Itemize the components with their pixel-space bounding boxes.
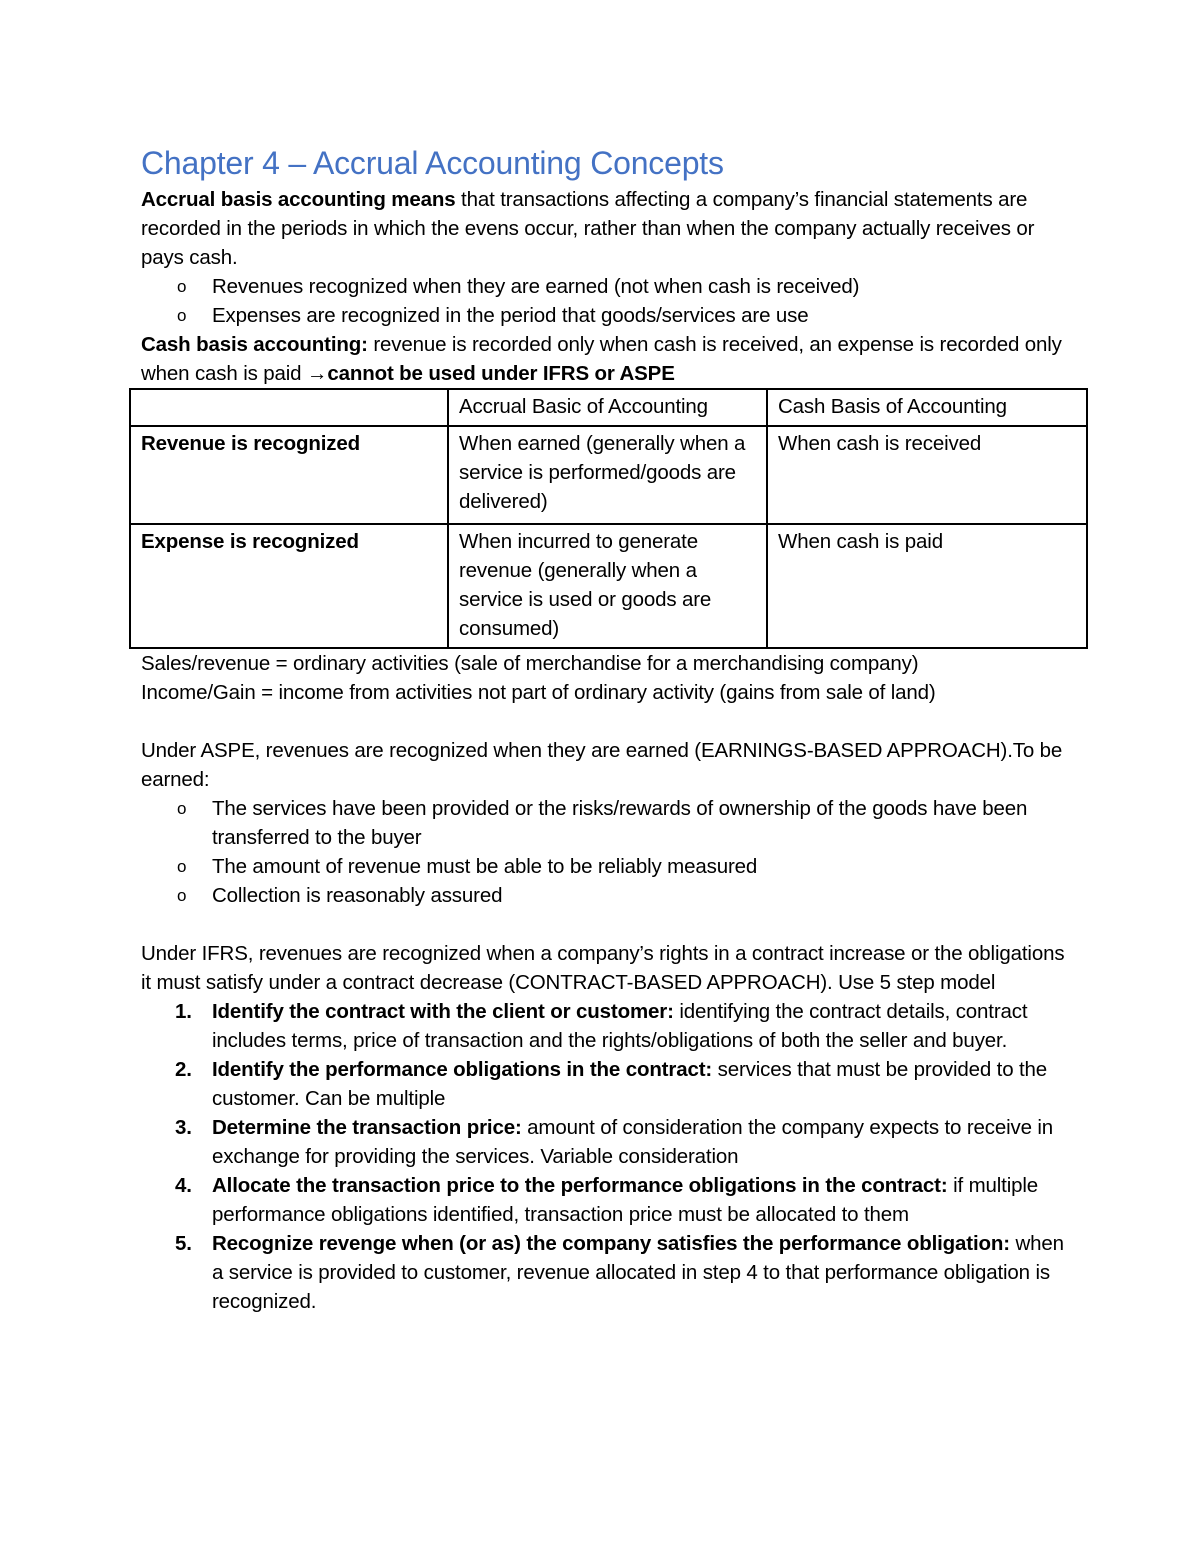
table-cell: When cash is paid bbox=[767, 524, 1087, 648]
step-number: 4. bbox=[175, 1174, 192, 1197]
list-item bbox=[141, 1171, 1071, 1229]
table-row-label: Revenue is recognized bbox=[130, 426, 448, 524]
bullet-marker: o bbox=[177, 886, 187, 905]
step-title: Determine the transaction price: bbox=[212, 1116, 522, 1139]
step-number: 2. bbox=[175, 1058, 192, 1081]
bullet-marker: o bbox=[177, 277, 187, 296]
step-title: Allocate the transaction price to the performance obligations in the contract: bbox=[212, 1174, 948, 1197]
list-item: o The amount of revenue must be able to be reliably measured bbox=[141, 852, 1071, 881]
cash-basis-text: revenue is recorded only when cash is received, an expense is recorded only when cash is paid bbox=[141, 333, 1062, 385]
step-title: Identify the performance obligations in the contract: bbox=[212, 1058, 713, 1081]
cash-basis-paragraph bbox=[141, 330, 1071, 388]
accrual-paragraph bbox=[141, 185, 1071, 272]
list-item: o Revenues recognized when they are earned (not when cash is received) bbox=[141, 272, 1071, 301]
table-header-cell: Cash Basis of Accounting bbox=[767, 389, 1087, 426]
table-header-row bbox=[130, 389, 1087, 426]
aspe-bullet-list bbox=[141, 794, 1071, 910]
accrual-text: that transactions affecting a company’s financial statements are recorded in the periods in which the evens occur, rather than when the company actually receives or pays cash. bbox=[141, 188, 1035, 269]
spacer bbox=[141, 910, 1071, 939]
accrual-term: Accrual basis accounting means bbox=[141, 188, 456, 211]
bullet-marker: o bbox=[177, 306, 187, 325]
list-item: o The services have been provided or the risks/rewards of ownership of the goods have been transferred to the buyer bbox=[141, 794, 1071, 852]
cash-basis-term: Cash basis accounting: bbox=[141, 333, 368, 356]
accrual-bullet-list bbox=[141, 272, 1071, 330]
spacer bbox=[141, 707, 1071, 736]
step-text: if multiple performance obligations identified, transaction price must be allocated to them bbox=[212, 1174, 1039, 1226]
step-text: when a service is provided to customer, revenue allocated in step 4 to that performance obligation is recognized. bbox=[212, 1232, 1064, 1313]
comparison-table bbox=[129, 388, 1088, 649]
list-item bbox=[141, 997, 1071, 1055]
table-cell: When incurred to generate revenue (generally when a service is used or goods are consumed) bbox=[448, 524, 767, 648]
list-item bbox=[141, 1113, 1071, 1171]
table-cell: When cash is received bbox=[767, 426, 1087, 524]
bullet-marker: o bbox=[177, 857, 187, 876]
arrow-icon: → bbox=[306, 362, 328, 385]
table-row bbox=[130, 524, 1087, 648]
table-header-cell bbox=[130, 389, 448, 426]
list-item: o Expenses are recognized in the period that goods/services are use bbox=[141, 301, 1071, 330]
table-header-cell: Accrual Basic of Accounting bbox=[448, 389, 767, 426]
list-item: o Collection is reasonably assured bbox=[141, 881, 1071, 910]
step-text: amount of consideration the company expects to receive in exchange for providing the services. Variable consideration bbox=[212, 1116, 1054, 1168]
step-number: 3. bbox=[175, 1116, 192, 1139]
step-number: 1. bbox=[175, 1000, 192, 1023]
ifrs-intro: Under IFRS, revenues are recognized when a company’s rights in a contract increase or the obligations it must satisfy under a contract decrease (CONTRACT-BASED APPROACH). Use 5 step model bbox=[141, 942, 1065, 994]
table-cell: When earned (generally when a service is performed/goods are delivered) bbox=[448, 426, 767, 524]
step-title: Identify the contract with the client or customer: bbox=[212, 1000, 674, 1023]
step-number: 5. bbox=[175, 1232, 192, 1255]
cash-basis-emphasis: cannot be used under IFRS or ASPE bbox=[327, 362, 675, 385]
aspe-intro: Under ASPE, revenues are recognized when they are earned (EARNINGS-BASED APPROACH).To be earned: bbox=[141, 739, 1063, 791]
list-item bbox=[141, 1055, 1071, 1113]
list-item bbox=[141, 1229, 1071, 1316]
definition-income: Income/Gain = income from activities not part of ordinary activity (gains from sale of land) bbox=[141, 681, 936, 704]
table-row bbox=[130, 426, 1087, 524]
table-row-label: Expense is recognized bbox=[130, 524, 448, 648]
step-title: Recognize revenge when (or as) the company satisfies the performance obligation: bbox=[212, 1232, 1010, 1255]
step-text: services that must be provided to the customer. Can be multiple bbox=[212, 1058, 1048, 1110]
ifrs-step-list bbox=[141, 997, 1071, 1316]
bullet-marker: o bbox=[177, 799, 187, 818]
definition-sales: Sales/revenue = ordinary activities (sale of merchandise for a merchandising company) bbox=[141, 652, 919, 675]
chapter-title: Chapter 4 – Accrual Accounting Concepts bbox=[141, 145, 724, 181]
step-text: identifying the contract details, contract includes terms, price of transaction and the rights/obligations of both the seller and buyer. bbox=[212, 1000, 1028, 1052]
document-body bbox=[141, 143, 1071, 1316]
